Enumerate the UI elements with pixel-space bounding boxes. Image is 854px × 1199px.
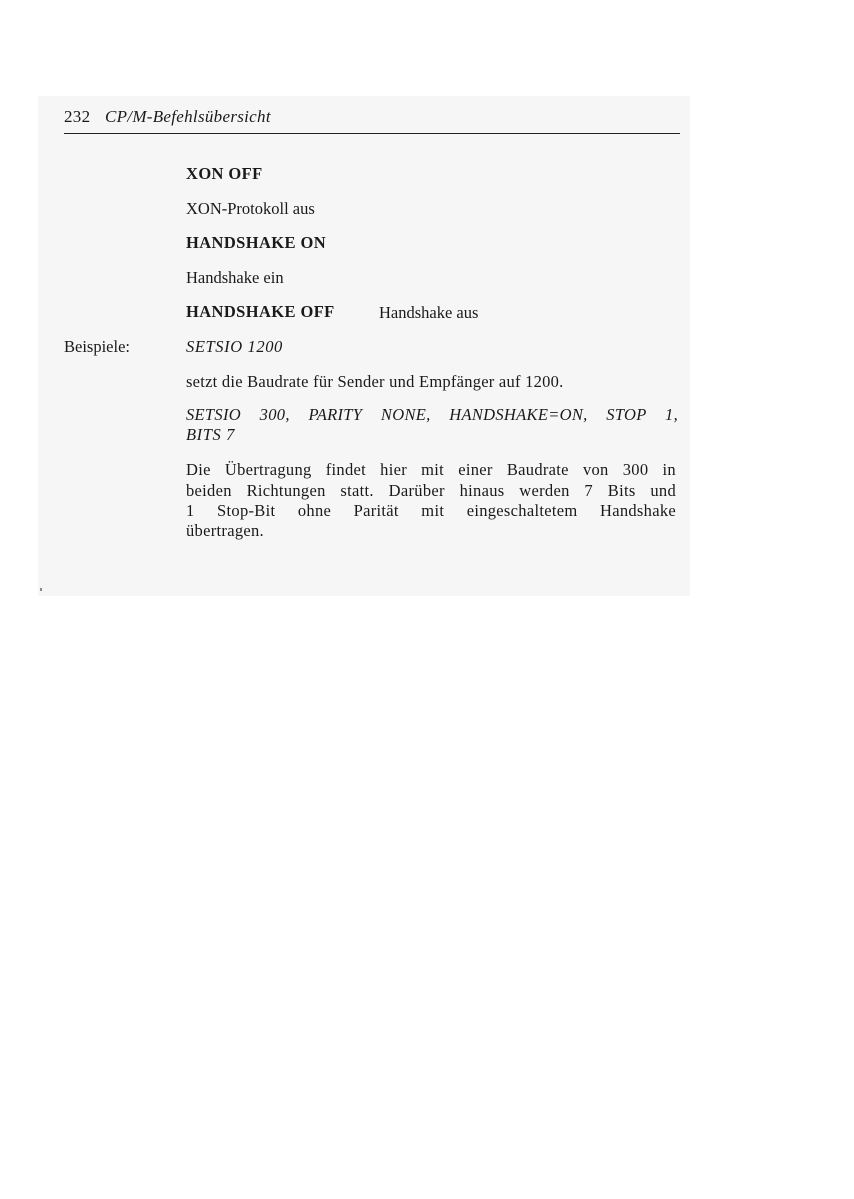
example-2-command-line-2: BITS 7 [186, 425, 235, 444]
option-handshake-off-description: Handshake aus [379, 303, 479, 322]
running-header [64, 107, 271, 127]
examples-label: Beispiele: [64, 337, 130, 356]
option-handshake-on-description: Handshake ein [186, 268, 284, 287]
example-1-description: setzt die Baudrate für Sender und Empfänger auf 1200. [186, 372, 564, 391]
example-1-command: SETSIO 1200 [186, 337, 283, 356]
example-2-description-line-1: Die Übertragung findet hier mit einer Baudrate von 300 in [186, 460, 676, 479]
option-handshake-off: HANDSHAKE OFF [186, 302, 335, 321]
example-2-command-line-1: SETSIO 300, PARITY NONE, HANDSHAKE=ON, STOP 1, [186, 405, 678, 424]
scan-speck [40, 588, 42, 591]
example-2-description-line-2: beiden Richtungen statt. Darüber hinaus werden 7 Bits und [186, 481, 676, 500]
example-2-description-line-3: 1 Stop-Bit ohne Parität mit eingeschaltetem Handshake [186, 501, 676, 520]
option-xon-off-description: XON-Protokoll aus [186, 199, 315, 218]
page-header-title: CP/M-Befehlsübersicht [104, 107, 271, 126]
example-2-description-line-4: übertragen. [186, 521, 264, 540]
header-rule [64, 133, 680, 134]
option-xon-off: XON OFF [186, 164, 263, 183]
page-number: 232 [64, 107, 91, 126]
option-handshake-on: HANDSHAKE ON [186, 233, 327, 252]
